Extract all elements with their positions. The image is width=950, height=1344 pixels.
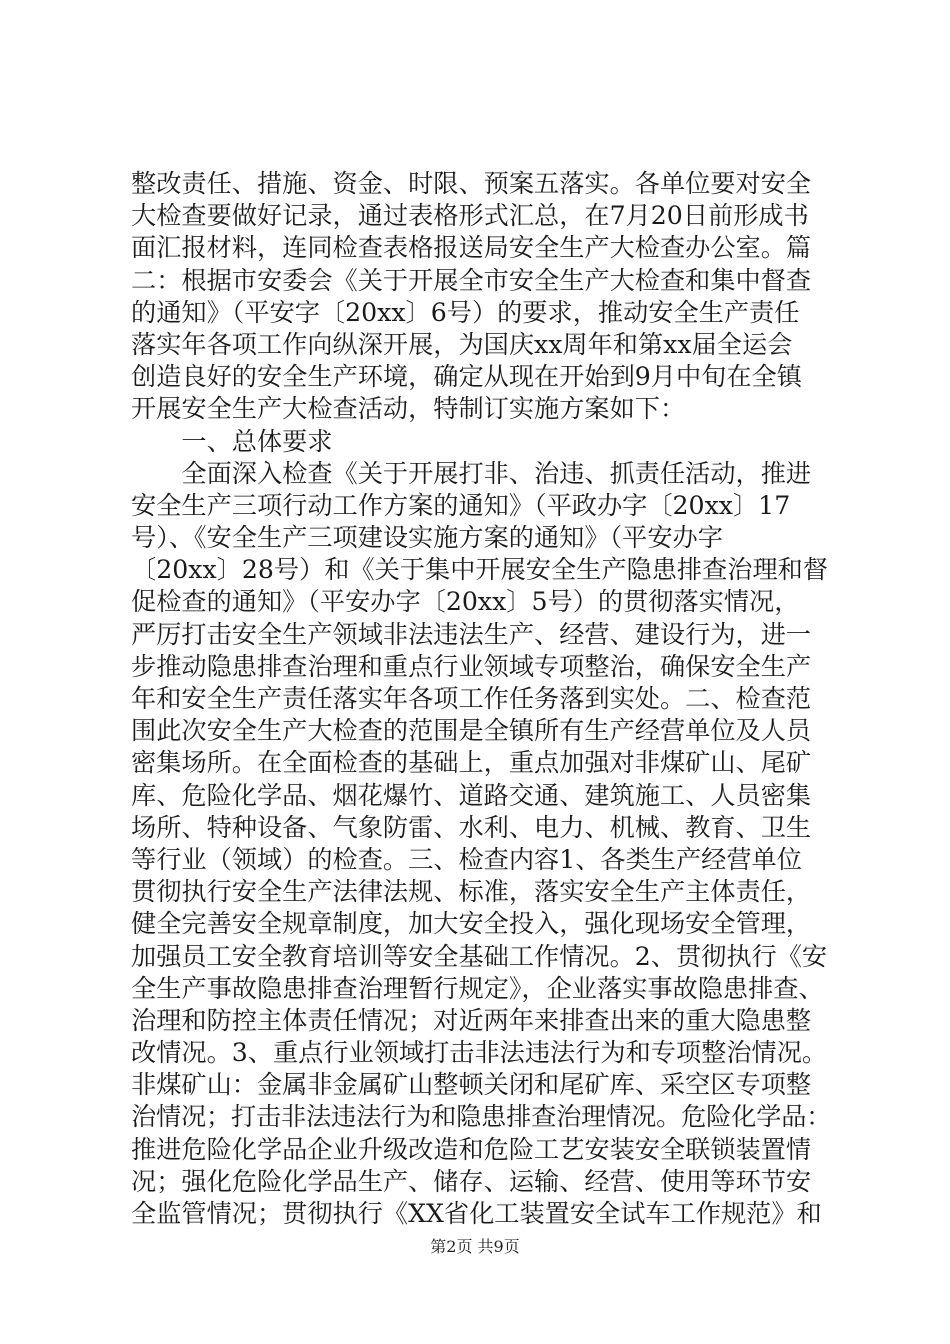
text-line: 〔20xx〕28号）和《关于集中开展安全生产隐患排查治理和督 xyxy=(131,555,829,585)
text-line: 严厉打击安全生产领域非法违法生产、经营、建设行为，进一 xyxy=(131,619,812,649)
text-line: 围此次安全生产大检查的范围是全镇所有生产经营单位及人员 xyxy=(131,716,812,746)
text-line: 况；强化危险化学品生产、储存、运输、经营、使用等环节安 xyxy=(131,1166,812,1196)
text-line: 场所、特种设备、气象防雷、水利、电力、机械、教育、卫生 xyxy=(131,812,812,842)
text-line: 的通知》（平安字〔20xx〕6号）的要求，推动安全生产责任 xyxy=(131,297,800,327)
text-line: 密集场所。在全面检查的基础上，重点加强对非煤矿山、尾矿 xyxy=(131,748,812,778)
page-footer: 第2页 共9页 xyxy=(430,1237,520,1256)
text-line: 全面深入检查《关于开展打非、治违、抓责任活动，推进 xyxy=(131,458,812,488)
text-line: 年和安全生产责任落实年各项工作任务落到实处。二、检查范 xyxy=(131,684,812,713)
text-line: 整改责任、措施、资金、时限、预案五落实。各单位要对安全 xyxy=(131,169,812,198)
text-line: 全监管情况；贯彻执行《XX省化工装置安全试车工作规范》和 xyxy=(131,1199,822,1228)
text-line: 非煤矿山：金属非金属矿山整顿关闭和尾矿库、采空区专项整 xyxy=(131,1070,812,1100)
text-line: 促检查的通知》（平安办字〔20xx〕5号）的贯彻落实情况， xyxy=(131,587,800,617)
text-line: 推进危险化学品企业升级改造和危险工艺安装安全联锁装置情 xyxy=(131,1134,812,1164)
text-line: 一、总体要求 xyxy=(131,426,333,456)
text-line: 创造良好的安全生产环境，确定从现在开始到9月中旬在全镇 xyxy=(131,362,802,392)
text-line: 号）、《安全生产三项建设实施方案的通知》（平安办字 xyxy=(131,523,723,553)
text-line: 等行业（领域）的检查。三、检查内容1、各类生产经营单位 xyxy=(131,844,802,874)
text-line: 开展安全生产大检查活动，特制订实施方案如下： xyxy=(131,394,686,424)
text-line: 库、危险化学品、烟花爆竹、道路交通、建筑施工、人员密集 xyxy=(131,780,812,810)
text-line: 治情况；打击非法违法行为和隐患排查治理情况。危险化学品： xyxy=(131,1102,831,1132)
text-line: 全生产事故隐患排查治理暂行规定》，企业落实事故隐患排查、 xyxy=(131,973,824,1003)
text-line: 加强员工安全教育培训等安全基础工作情况。2、贯彻执行《安 xyxy=(131,941,828,971)
text-line: 健全完善安全规章制度，加大安全投入，强化现场安全管理， xyxy=(131,909,812,939)
text-line: 面汇报材料，连同检查表格报送局安全生产大检查办公室。篇 xyxy=(131,233,812,263)
text-line: 二：根据市安委会《关于开展全市安全生产大检查和集中督查 xyxy=(131,265,812,295)
text-line: 治理和防控主体责任情况；对近两年来排查出来的重大隐患整 xyxy=(131,1005,812,1035)
text-line: 步推动隐患排查治理和重点行业领域专项整治，确保安全生产 xyxy=(131,651,812,681)
text-line: 贯彻执行安全生产法律法规、标准，落实安全生产主体责任， xyxy=(131,877,812,907)
text-line: 安全生产三项行动工作方案的通知》（平政办字〔20xx〕17 xyxy=(131,490,791,520)
text-line: 落实年各项工作向纵深开展，为国庆xx周年和第xx届全运会 xyxy=(131,329,793,359)
body-text xyxy=(131,168,831,1230)
text-line: 大检查要做好记录，通过表格形式汇总，在7月20日前形成书 xyxy=(131,201,809,231)
text-line: 改情况。3、重点行业领域打击非法违法行为和专项整治情况。 xyxy=(131,1038,828,1068)
